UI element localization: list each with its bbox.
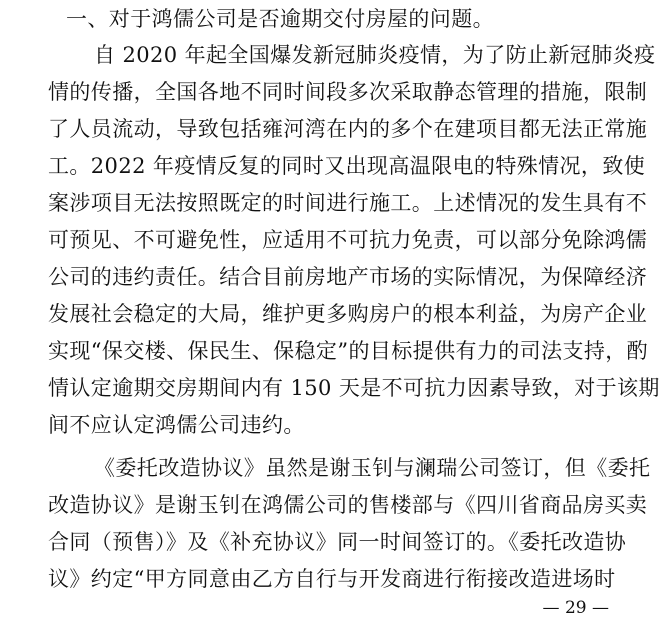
paragraph-1-line-5: 案涉项目无法按照既定的时间进行施工。上述情况的发生具有不	[48, 191, 648, 215]
paragraph-1-line-8: 发展社会稳定的大局，维护更多购房户的根本利益，为房产企业	[48, 302, 648, 326]
paragraph-1-line-1: 自 2020 年起全国爆发新冠肺炎疫情，为了防止新冠肺炎疫	[94, 43, 656, 67]
page-number: — 29 —	[542, 598, 609, 618]
paragraph-1-line-4: 工。2022 年疫情反复的同时又出现高温限电的特殊情况，致使	[48, 154, 646, 178]
paragraph-2-line-1: 《委托改造协议》虽然是谢玉钊与澜瑞公司签订，但《委托	[94, 456, 651, 480]
section-heading: 一、对于鸿儒公司是否逾期交付房屋的问题。	[66, 7, 494, 31]
paragraph-1-line-3: 了人员流动，导致包括雍河湾在内的多个在建项目都无法正常施	[48, 117, 648, 141]
paragraph-1-line-11: 间不应认定鸿儒公司违约。	[48, 413, 305, 437]
paragraph-1-line-2: 情的传播，全国各地不同时间段多次采取静态管理的措施，限制	[48, 80, 648, 104]
paragraph-1-line-7: 公司的违约责任。结合目前房地产市场的实际情况，为保障经济	[48, 265, 648, 289]
paragraph-2-line-2: 改造协议》是谢玉钊在鸿儒公司的售楼部与《四川省商品房买卖	[48, 493, 648, 517]
paragraph-1-line-9: 实现“保交楼、保民生、保稳定”的目标提供有力的司法支持，酌	[48, 339, 649, 363]
paragraph-2-line-4: 议》约定“甲方同意由乙方自行与开发商进行衔接改造进场时	[48, 567, 616, 591]
paragraph-1-line-10: 情认定逾期交房期间内有 150 天是不可抗力因素导致，对于该期	[48, 376, 660, 400]
paragraph-1-line-6: 可预见、不可避免性，应适用不可抗力免责，可以部分免除鸿儒	[48, 228, 648, 252]
paragraph-2-line-3: 合同（预售）》及《补充协议》同一时间签订的。《委托改造协	[48, 530, 627, 554]
